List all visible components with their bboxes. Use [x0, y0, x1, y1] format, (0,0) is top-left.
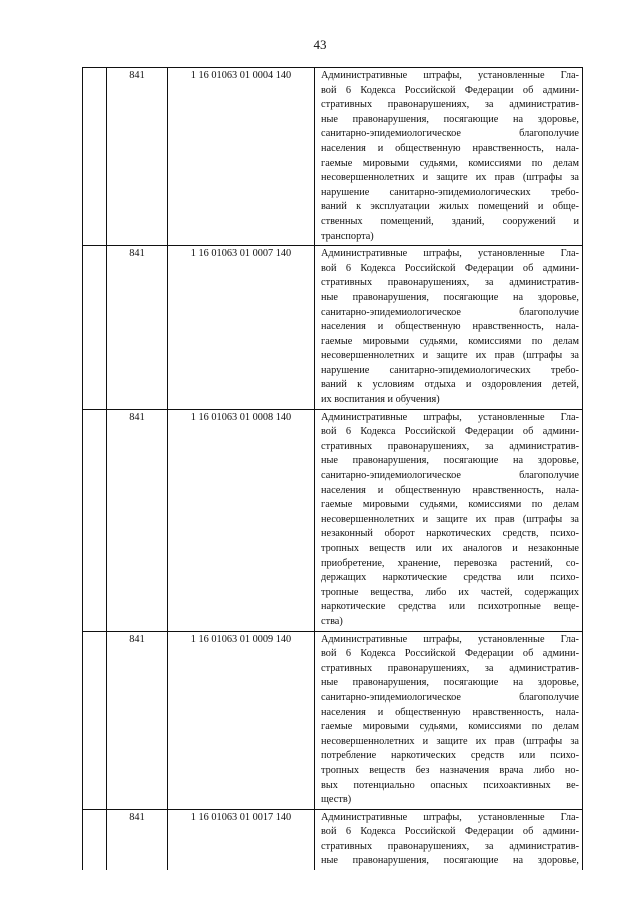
description-line: ные правонарушения, посягающие на здоровье, [321, 855, 579, 867]
description-line: ваний к эксплуатации жилых помещений и обще- [321, 201, 579, 213]
description-line: держащих наркотические средства или психо- [321, 572, 579, 584]
table-row [83, 68, 583, 246]
description-line: тропных веществ или их аналогов и незаконные [321, 543, 579, 554]
table-body [83, 68, 583, 871]
table-row [83, 409, 583, 631]
description-line: несовершеннолетних и защите их прав (штрафы за [321, 735, 579, 747]
description-line: стративных правонарушениях, за административ- [321, 99, 579, 111]
description-line: вой 6 Кодекса Российской Федерации об админи- [321, 826, 579, 838]
description-line: санитарно-эпидемиологическое благополучие [321, 128, 579, 140]
description-line: наркотические средства или психотропные веще- [321, 601, 579, 613]
table-row [83, 631, 583, 809]
description-cell [315, 409, 583, 631]
description-line: стративных правонарушениях, за административ- [321, 662, 579, 674]
description-line: гаемые мировыми судьями, комиссиями по делам [321, 499, 579, 511]
description-cell [315, 631, 583, 809]
description-line: вой 6 Кодекса Российской Федерации об админи- [321, 84, 579, 96]
budget-code-cell: 1 16 01063 01 0008 140 [168, 409, 315, 631]
description-cell [315, 68, 583, 246]
empty-cell [83, 246, 107, 410]
description-line: ства) [321, 615, 343, 627]
description-line: населения и общественную нравственность, нала- [321, 321, 579, 333]
description-line: Административные штрафы, установленные Гла- [321, 633, 579, 645]
admin-code-cell: 841 [107, 409, 168, 631]
description-line: ные правонарушения, посягающие на здоровье, [321, 455, 579, 467]
description-line: стративных правонарушениях, за административ- [321, 440, 579, 452]
description-line: Административные штрафы, установленные Гла- [321, 811, 579, 823]
description-line: вой 6 Кодекса Российской Федерации об админи- [321, 648, 579, 660]
description-line: незаконный оборот наркотических средств, психо- [321, 528, 579, 540]
description-line: ственных помещений, зданий, сооружений и [321, 215, 579, 227]
description-line: Административные штрафы, установленные Гла- [321, 70, 579, 81]
description-cell [315, 809, 583, 870]
admin-code-cell: 841 [107, 246, 168, 410]
description-line: вой 6 Кодекса Российской Федерации об админи- [321, 262, 579, 274]
empty-cell [83, 631, 107, 809]
budget-code-cell: 1 16 01063 01 0009 140 [168, 631, 315, 809]
budget-codes-table [82, 67, 583, 870]
budget-code-cell: 1 16 01063 01 0007 140 [168, 246, 315, 410]
empty-cell [83, 68, 107, 246]
description-line: гаемые мировыми судьями, комиссиями по делам [321, 721, 579, 733]
table-row [83, 809, 583, 870]
description-line: вой 6 Кодекса Российской Федерации об админи- [321, 426, 579, 438]
description-line: вых потенциально опасных психоактивных ве- [321, 779, 579, 791]
description-line: Административные штрафы, установленные Гла- [321, 248, 579, 260]
description-line: населения и общественную нравственность, нала- [321, 142, 579, 154]
budget-code-cell: 1 16 01063 01 0004 140 [168, 68, 315, 246]
budget-code-cell: 1 16 01063 01 0017 140 [168, 809, 315, 870]
table-row [83, 246, 583, 410]
empty-cell [83, 809, 107, 870]
admin-code-cell: 841 [107, 809, 168, 870]
description-line: тропные вещества, либо их частей, содержащих [321, 586, 579, 598]
page-number: 43 [313, 37, 327, 52]
description-line: потребление наркотических средств или психо- [321, 750, 579, 762]
empty-cell [83, 409, 107, 631]
description-line: санитарно-эпидемиологическое благополучие [321, 306, 579, 318]
admin-code-cell: 841 [107, 68, 168, 246]
description-line: тропных веществ без назначения врача либо но- [321, 764, 579, 776]
description-line: нарушение санитарно-эпидемиологических требо- [321, 186, 579, 198]
description-line: несовершеннолетних и защите их прав (штрафы за [321, 172, 579, 184]
description-line: приобретение, хранение, перевозка растений, со- [321, 557, 579, 569]
description-line: санитарно-эпидемиологическое благополучие [321, 691, 579, 703]
description-line: населения и общественную нравственность, нала- [321, 484, 579, 496]
description-line: несовершеннолетних и защите их прав (штрафы за [321, 513, 579, 525]
description-line: стративных правонарушениях, за административ- [321, 277, 579, 289]
description-line: ные правонарушения, посягающие на здоровье, [321, 677, 579, 689]
description-line: гаемые мировыми судьями, комиссиями по делам [321, 157, 579, 169]
description-line: нарушение санитарно-эпидемиологических требо- [321, 364, 579, 376]
description-line: Административные штрафы, установленные Гла- [321, 411, 579, 423]
description-line: гаемые мировыми судьями, комиссиями по делам [321, 335, 579, 347]
description-line: их воспитания и обучения) [321, 394, 440, 406]
description-line: транспорта) [321, 230, 374, 242]
description-line: ные правонарушения, посягающие на здоровье, [321, 113, 579, 125]
description-line: стративных правонарушениях, за административ- [321, 840, 579, 852]
description-line: ные правонарушения, посягающие на здоровье, [321, 291, 579, 303]
description-line: ваний к условиям отдыха и оздоровления детей, [321, 379, 579, 391]
description-line: населения и общественную нравственность, нала- [321, 706, 579, 718]
description-cell [315, 246, 583, 410]
description-line: санитарно-эпидемиологическое благополучие [321, 470, 579, 482]
admin-code-cell: 841 [107, 631, 168, 809]
description-line: ществ) [321, 794, 352, 806]
description-line: несовершеннолетних и защите их прав (штрафы за [321, 350, 579, 362]
